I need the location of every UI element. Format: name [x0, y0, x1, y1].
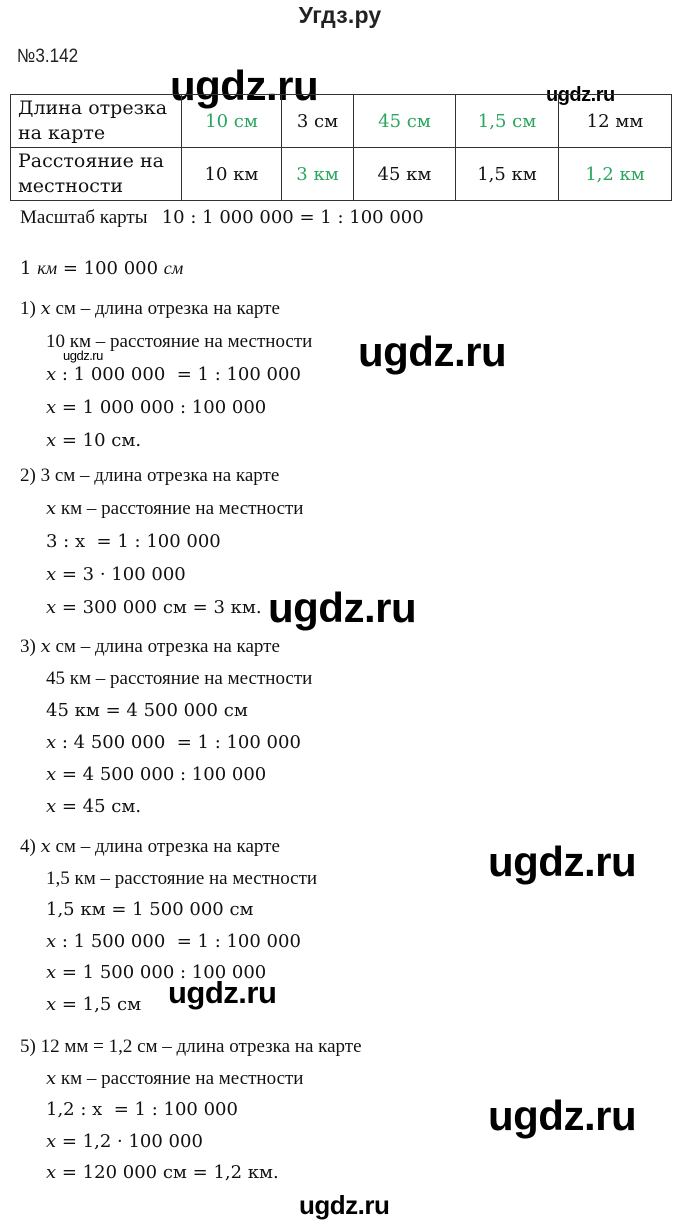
solution-label: 4)	[20, 836, 41, 857]
watermark: ugdz.ru	[170, 62, 319, 109]
watermark: ugdz.ru	[488, 838, 637, 885]
task-number: №3.142	[17, 46, 79, 67]
footer-watermark: ugdz.ru	[299, 1190, 390, 1220]
solution-5-line	[46, 1162, 279, 1184]
solution-text: 10 км – расстояние на местности	[46, 331, 313, 352]
solution-text: 1,5 км = 1 500 000 см	[46, 899, 254, 920]
site-title: Угдз.ру	[298, 2, 382, 28]
solution-3-line	[46, 668, 312, 690]
solution-4-line	[46, 962, 266, 984]
table-cell: 45 км	[354, 148, 456, 201]
solution-text: см – длина отрезка на карте	[50, 298, 280, 319]
variable-x: x	[46, 764, 57, 785]
solution-text: 45 км = 4 500 000 см	[46, 700, 248, 721]
solution-text: км – расстояние на местности	[56, 498, 304, 519]
variable-x: x	[46, 364, 57, 385]
solution-5-line	[46, 1131, 203, 1153]
solution-4-line	[46, 868, 317, 890]
solution-text: = 1 500 000 : 100 000	[56, 962, 267, 983]
solution-2-line	[20, 465, 279, 487]
solution-5-line	[46, 1068, 303, 1090]
solution-3-line	[46, 764, 266, 786]
solution-text: 12 мм = 1,2 см – длина отрезка на карте	[40, 1036, 362, 1057]
conversion-line: 1 км = 100 000 см	[20, 258, 184, 279]
solution-4-line	[46, 931, 301, 953]
watermark: ugdz.ru	[268, 584, 417, 631]
variable-x: x	[46, 1067, 57, 1089]
solution-label: 5)	[20, 1036, 41, 1057]
solution-3-line	[46, 732, 301, 754]
variable-x: x	[40, 636, 51, 657]
solution-2-line	[46, 498, 303, 520]
solution-2-line	[46, 597, 262, 619]
solution-text: : 1 000 000 = 1 : 100 000	[56, 364, 301, 385]
variable-x: x	[46, 597, 57, 618]
solution-text: см – длина отрезка на карте	[50, 836, 280, 857]
solution-text: : 1 500 000 = 1 : 100 000	[56, 930, 301, 952]
variable-x: x	[46, 962, 57, 983]
solution-label: 2)	[20, 465, 41, 486]
scale-table	[10, 94, 672, 201]
solution-text: = 10 см.	[56, 430, 142, 451]
solution-text: 1,2 : x = 1 : 100 000	[46, 1099, 238, 1120]
solution-4-line	[20, 836, 280, 858]
solution-text: = 300 000 см = 3 км.	[56, 597, 262, 618]
solution-text: = 45 см.	[56, 796, 142, 817]
variable-x: x	[46, 498, 57, 519]
watermark: ugdz.ru	[488, 1092, 637, 1139]
solution-3-line	[46, 700, 248, 722]
solution-label: 1)	[20, 298, 41, 319]
table-cell: 12 мм	[559, 95, 672, 148]
solution-1-line	[46, 430, 141, 452]
solution-label: 3)	[20, 636, 41, 657]
solution-text: км – расстояние на местности	[56, 1067, 304, 1089]
variable-x: x	[46, 564, 57, 585]
table-row-map-length	[11, 95, 672, 148]
solution-2-line	[46, 531, 221, 553]
watermark: ugdz.ru	[168, 975, 277, 1010]
scale-line	[20, 207, 424, 229]
solution-text: = 120 000 см = 1,2 км.	[56, 1162, 279, 1183]
scale-label: Масштаб карты	[20, 207, 148, 228]
table-cell: 10 см	[182, 95, 282, 148]
solution-3-line	[46, 796, 141, 818]
solution-1-line	[46, 331, 312, 353]
variable-x: x	[40, 836, 51, 857]
watermark: ugdz.ru	[546, 84, 615, 106]
variable-x: x	[46, 732, 57, 753]
variable-x: x	[46, 930, 57, 952]
variable-x: x	[46, 1130, 57, 1152]
table-cell: 45 см	[354, 95, 456, 148]
solution-text: = 1,2 · 100 000	[56, 1130, 203, 1152]
row-header-map-length: Длина отрезка на карте	[11, 95, 182, 148]
solution-text: см – длина отрезка на карте	[50, 636, 280, 657]
table-row-ground-distance	[11, 148, 672, 201]
solution-1-line	[46, 364, 301, 386]
solution-text: 3 : x = 1 : 100 000	[46, 531, 221, 552]
variable-x: x	[40, 298, 51, 319]
table-cell: 1,2 км	[559, 148, 672, 201]
solution-3-line	[20, 636, 280, 658]
solution-4-line	[46, 899, 254, 921]
variable-x: x	[46, 1162, 57, 1183]
solution-4-line	[46, 994, 141, 1016]
scale-expression: 10 : 1 000 000 = 1 : 100 000	[161, 207, 424, 228]
watermark: ugdz.ru	[358, 328, 507, 375]
watermark: ugdz.ru	[63, 348, 103, 363]
solution-text: 3 см – длина отрезка на карте	[40, 465, 280, 486]
solution-text: : 4 500 000 = 1 : 100 000	[56, 732, 301, 753]
table-cell: 3 см	[282, 95, 354, 148]
solution-text: = 3 · 100 000	[56, 564, 186, 585]
variable-x: x	[46, 397, 57, 418]
table-cell: 1,5 см	[456, 95, 559, 148]
solution-text: = 1 000 000 : 100 000	[56, 397, 267, 418]
solution-text: 45 км – расстояние на местности	[46, 668, 313, 689]
table-cell: 3 км	[282, 148, 354, 201]
table-cell: 1,5 км	[456, 148, 559, 201]
solution-1-line	[46, 397, 266, 419]
solution-text: = 4 500 000 : 100 000	[56, 764, 267, 785]
solution-5-line	[20, 1036, 362, 1058]
variable-x: x	[46, 993, 57, 1015]
solution-1-line	[20, 298, 280, 320]
solution-text: 1,5 км – расстояние на местности	[46, 867, 318, 889]
table-cell: 10 км	[182, 148, 282, 201]
solution-5-line	[46, 1099, 238, 1121]
variable-x: x	[46, 430, 57, 451]
solution-text: = 1,5 см	[56, 993, 142, 1015]
row-header-ground-distance: Расстояние на местности	[11, 148, 182, 201]
variable-x: x	[46, 796, 57, 817]
solution-2-line	[46, 564, 186, 586]
